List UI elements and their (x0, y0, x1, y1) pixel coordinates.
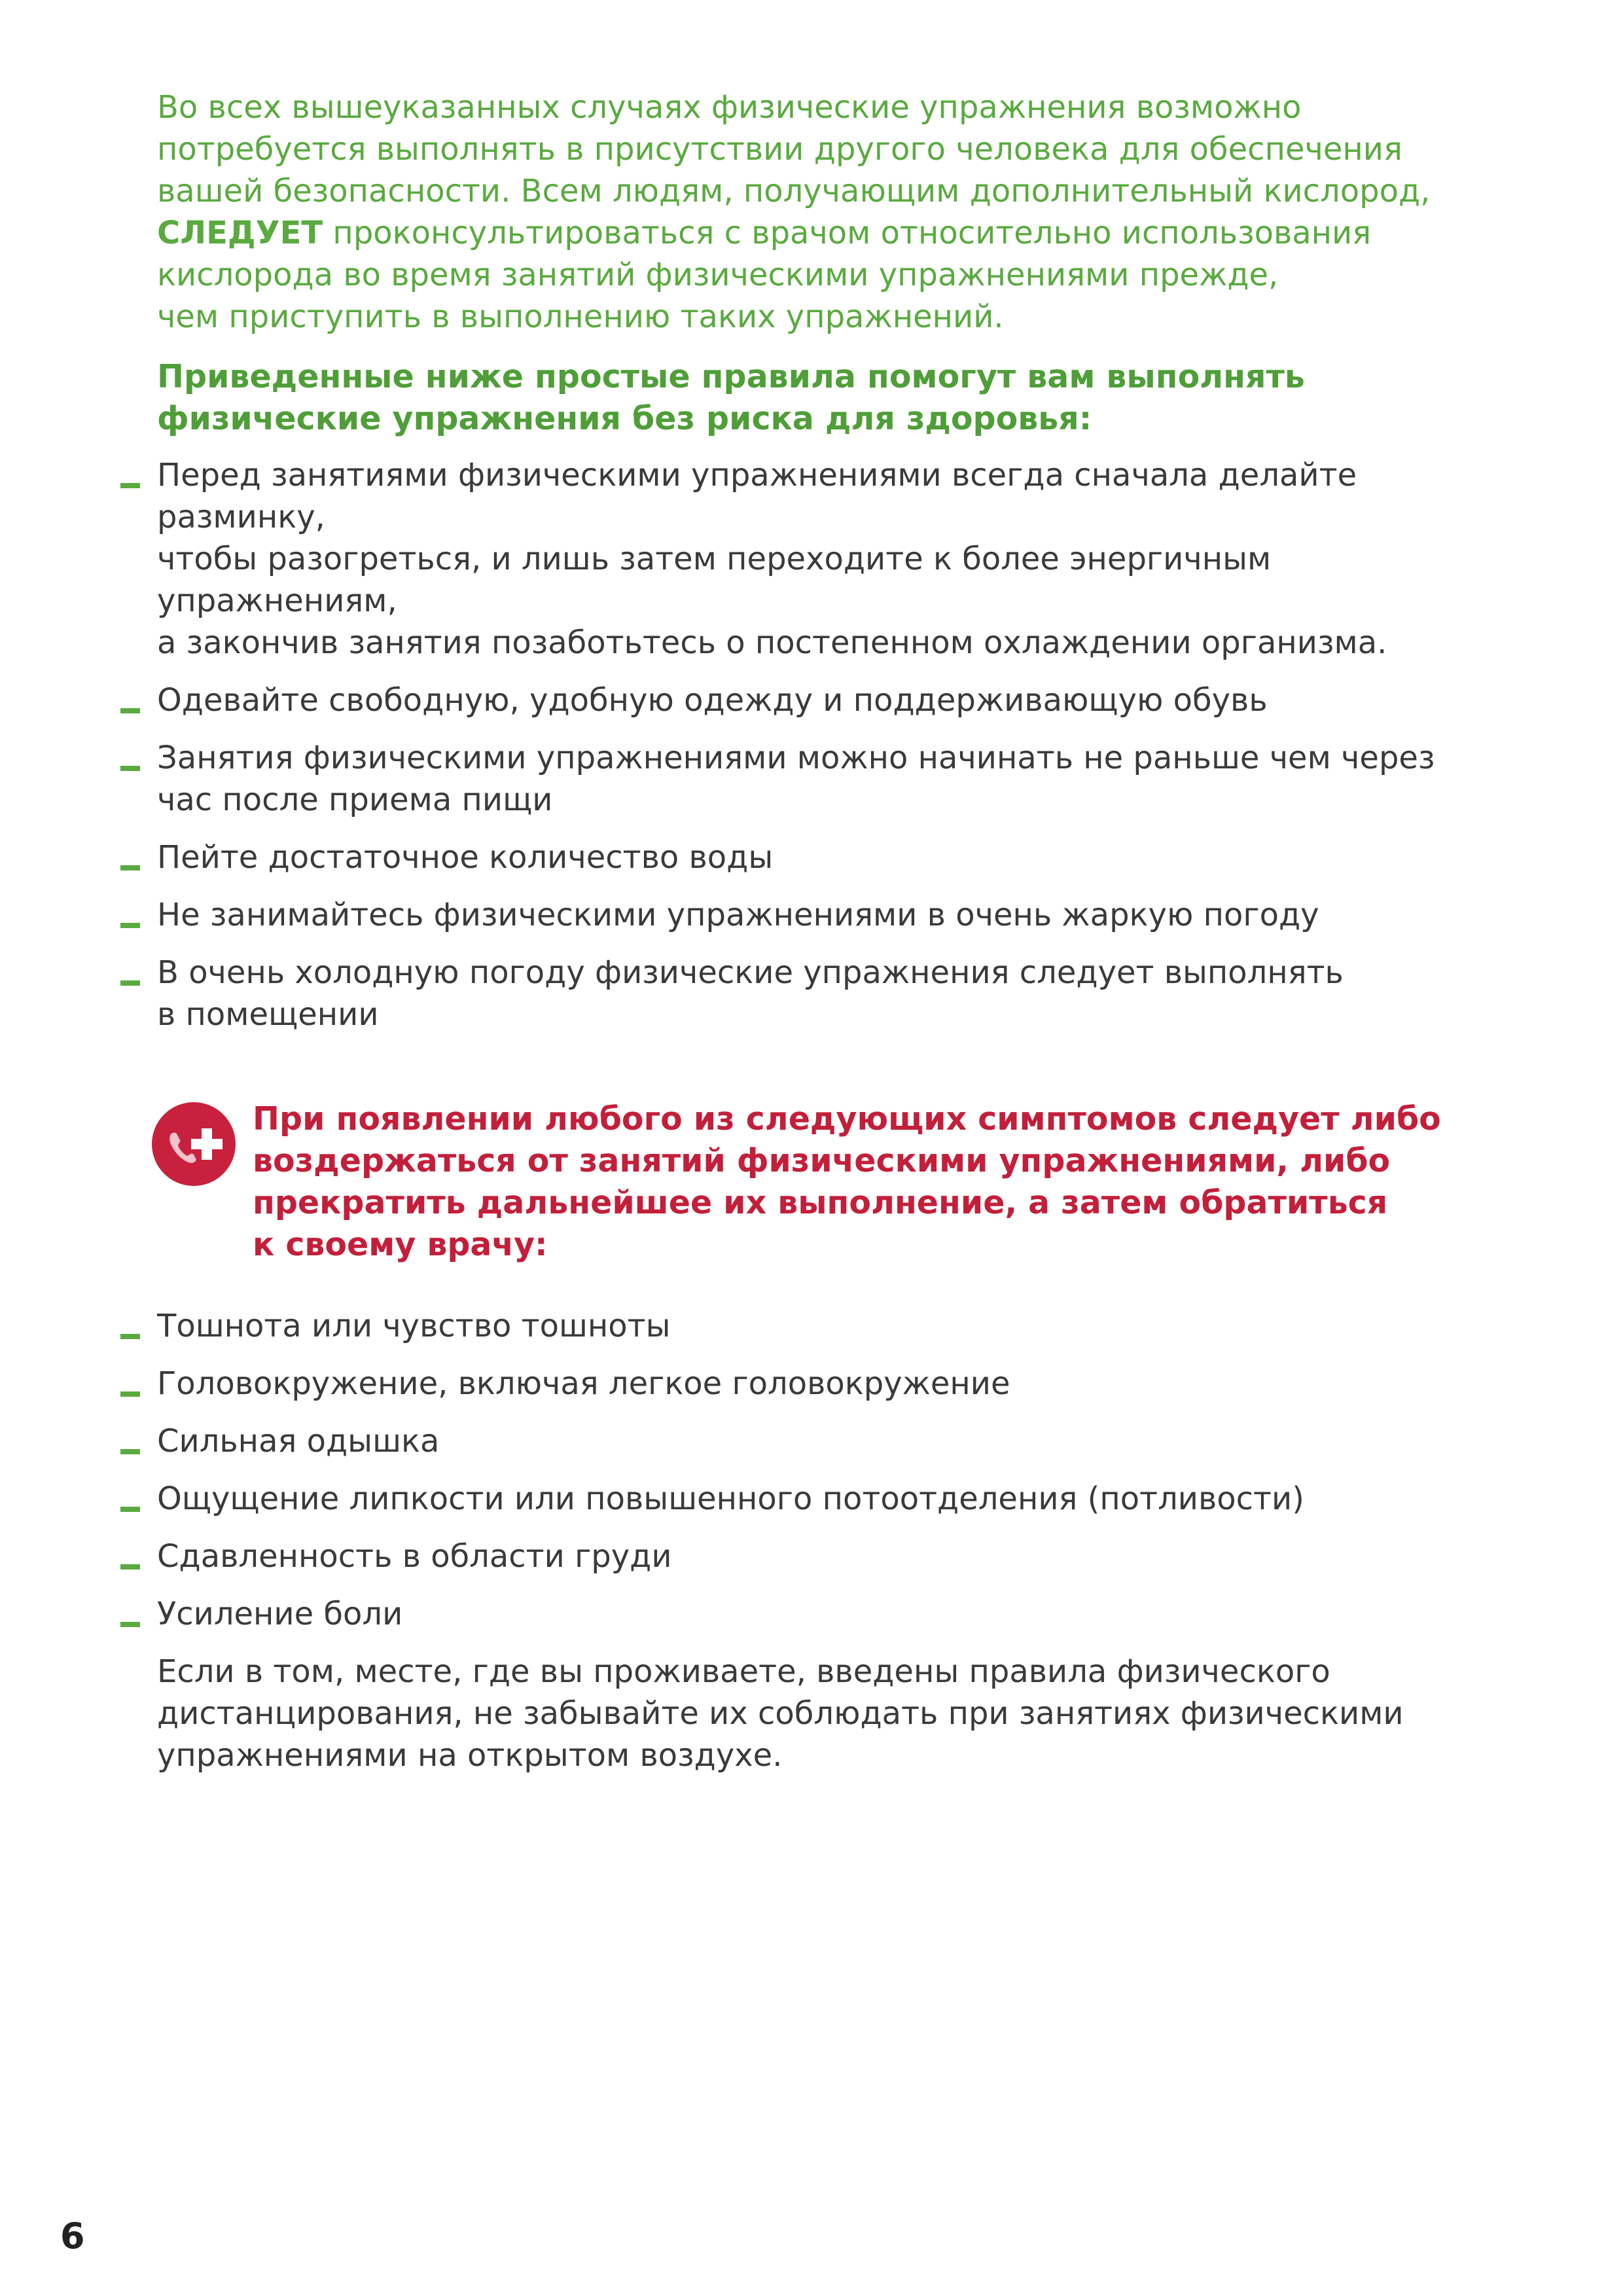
bullet-dash-icon (120, 1391, 140, 1397)
list-item (157, 1305, 1492, 1347)
list-item (157, 1535, 1492, 1577)
closing-line: дистанцирования, не забывайте их соблюдать при занятиях физическими (157, 1695, 1404, 1732)
bullet-dash-icon (120, 1449, 140, 1454)
intro-line: вашей безопасности. Всем людям, получающим дополнительный кислород, (157, 173, 1431, 209)
list-item-line: Ощущение липкости или повышенного потоотделения (потливости) (157, 1480, 1304, 1517)
list-item-line: а закончив занятия позаботьтесь о постепенном охлаждении организма. (157, 624, 1387, 661)
list-item (157, 836, 1492, 878)
symptom-alert (157, 1098, 1492, 1266)
rules-heading-line: физические упражнения без риска для здоровья: (157, 400, 1092, 437)
list-item-line: Сдавленность в области груди (157, 1538, 672, 1575)
list-item (157, 1363, 1492, 1405)
list-item-line: в помещении (157, 996, 379, 1033)
intro-line: чем приступить в выполнению таких упражнений. (157, 298, 1004, 335)
list-item-line: В очень холодную погоду физические упражнения следует выполнять (157, 954, 1344, 991)
list-item-line: Не занимайтесь физическими упражнениями в очень жаркую погоду (157, 897, 1319, 933)
bullet-dash-icon (120, 1622, 140, 1627)
list-item-line: Перед занятиями физическими упражнениями всегда сначала делайте разминку, (157, 457, 1357, 535)
list-item (157, 952, 1492, 1035)
list-item (157, 737, 1492, 821)
rules-heading-line: Приведенные ниже простые правила помогут вам выполнять (157, 358, 1305, 395)
closing-line: упражнениями на открытом воздухе. (157, 1737, 783, 1774)
alert-heading (253, 1098, 1492, 1266)
symptoms-list (157, 1305, 1492, 1635)
list-item-line: час после приема пищи (157, 781, 553, 818)
alert-line: к своему врачу: (253, 1226, 548, 1263)
intro-emphasis: СЛЕДУЕТ (157, 215, 323, 251)
intro-line: кислорода во время занятий физическими упражнениями прежде, (157, 257, 1279, 293)
bullet-dash-icon (120, 1334, 140, 1339)
list-item-line: Пейте достаточное количество воды (157, 839, 774, 876)
intro-line: проконсультироваться с врачом относительно использования (323, 215, 1372, 251)
list-item-line: Усиление боли (157, 1596, 403, 1632)
bullet-dash-icon (120, 708, 140, 713)
intro-paragraph (157, 86, 1492, 338)
bullet-dash-icon (120, 980, 140, 986)
bullet-dash-icon (120, 1564, 140, 1570)
list-item (157, 454, 1492, 664)
bullet-dash-icon (120, 766, 140, 771)
list-item (157, 1593, 1492, 1635)
list-item (157, 679, 1492, 721)
alert-line: воздержаться от занятий физическими упражнениями, либо (253, 1142, 1391, 1179)
list-item (157, 1478, 1492, 1520)
alert-line: прекратить дальнейшее их выполнение, а затем обратиться (253, 1184, 1388, 1221)
alert-line: При появлении любого из следующих симптомов следует либо (253, 1100, 1441, 1138)
page-number: 6 (60, 2215, 85, 2257)
bullet-dash-icon (120, 1507, 140, 1512)
list-item-line: Головокружение, включая легкое головокружение (157, 1365, 1010, 1402)
intro-line: Во всех вышеуказанных случаях физические упражнения возможно (157, 89, 1302, 126)
list-item (157, 894, 1492, 936)
list-item-line: Тошнота или чувство тошноты (157, 1308, 671, 1344)
rules-list (157, 454, 1492, 1035)
phone-medical-cross-icon (152, 1102, 236, 1186)
closing-line: Если в том, месте, где вы проживаете, введены правила физического (157, 1653, 1330, 1690)
bullet-dash-icon (120, 923, 140, 928)
bullet-dash-icon (120, 865, 140, 870)
rules-heading (157, 356, 1492, 440)
list-item-line: Одевайте свободную, удобную одежду и поддерживающую обувь (157, 682, 1268, 719)
list-item (157, 1420, 1492, 1462)
closing-paragraph (157, 1651, 1492, 1776)
bullet-dash-icon (120, 483, 140, 488)
list-item-line: Занятия физическими упражнениями можно начинать не раньше чем через (157, 740, 1435, 776)
page-content (157, 86, 1492, 1776)
intro-line: потребуется выполнять в присутствии другого человека для обеспечения (157, 131, 1402, 168)
list-item-line: чтобы разогреться, и лишь затем переходите к более энергичным упражнениям, (157, 541, 1272, 619)
list-item-line: Сильная одышка (157, 1423, 440, 1460)
